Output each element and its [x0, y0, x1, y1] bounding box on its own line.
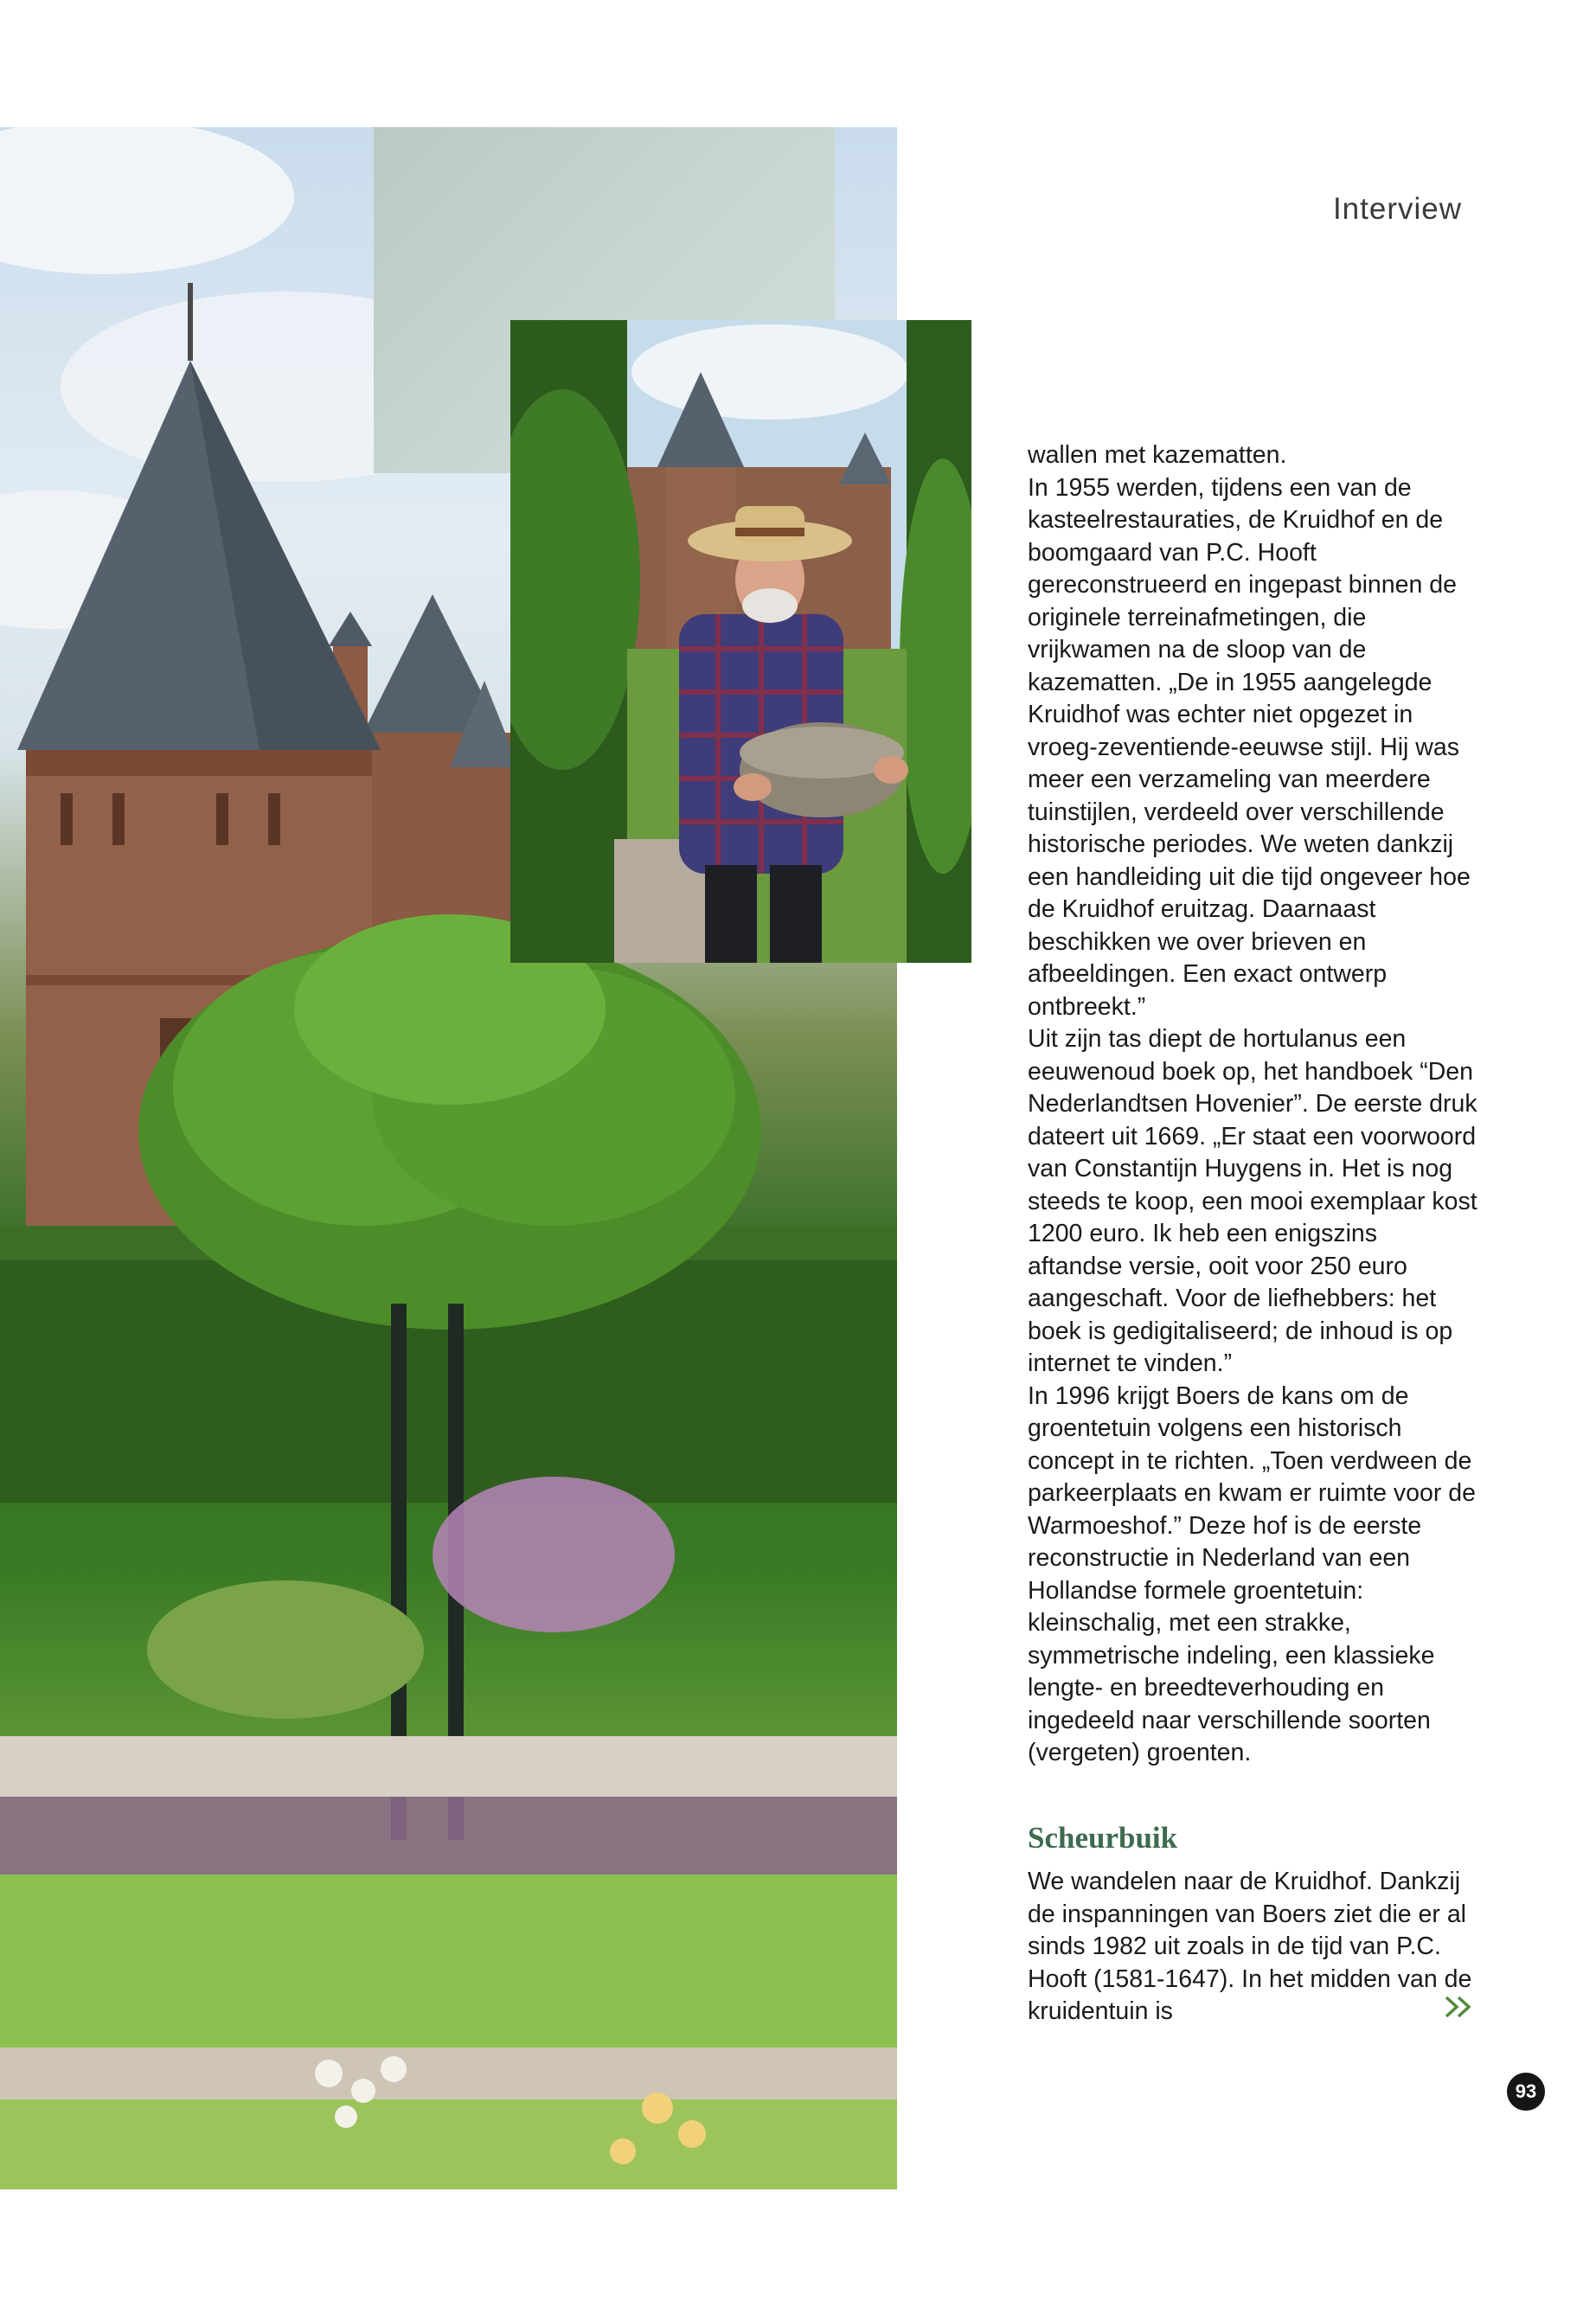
article-body-continued	[1028, 1866, 1477, 2029]
article-body	[1028, 439, 1477, 1770]
article-paragraph: In 1996 krijgt Boers de kans om de groentetuin volgens een historisch concept in te richten. „Toen verdween de parkeerplaats en kwam er ruimte voor de Warmoeshof.” Deze hof is de eerste reconstructie in Nederland van een Hollandse formele groentetuin: kleinschalig, met een strakke, symmetrische indeling, een klassieke lengte- en breedteverhouding en ingedeeld naar verschillende soorten (vergeten) groenten.	[1028, 1381, 1476, 1766]
double-chevron-right-icon	[1443, 1994, 1477, 2020]
gardener-portrait-illustration	[510, 320, 971, 963]
article-paragraph: We wandelen naar de Kruidhof. Dankzij de inspanningen van Boers ziet die er al sinds 1982 uit zoals in de tijd van P.C. Hooft (1581-1647). In het midden van de kruidentuin is	[1028, 1868, 1472, 2025]
article-paragraph: Uit zijn tas diept de hortulanus een eeuwenoud boek op, het handboek “Den Nederlandtsen Hovenier”. De eerste druk dateert uit 1669. „Er staat een voorwoord van Constantijn Huygens in. Het is nog steeds te koop, een mooi exemplaar kost 1200 euro. Ik heb een enigszins aftandse versie, ooit voor 250 euro aangeschaft. Voor de liefhebbers: het boek is gedigitaliseerd; de inhoud is op internet te vinden.”	[1028, 1025, 1477, 1377]
section-label: Interview	[1332, 192, 1462, 226]
section-subheading: Scheurbuik	[1028, 1821, 1178, 1855]
article-paragraph: wallen met kazematten. In 1955 werden, tijdens een van de kasteelrestauraties, de Kruidhof en de boomgaard van P.C. Hooft gereconstrueerd en ingepast binnen de originele terreinafmetingen, die vrijkwamen na de sloop van de kazematten. „De in 1955 aangelegde Kruidhof was echter niet opgezet in vroeg-zeventiende-eeuwse stijl. Hij was meer een verzameling van meerdere tuinstijlen, verdeeld over verschillende historische periodes. We weten dankzij een handleiding uit die tijd ongeveer hoe de Kruidhof eruitzag. Daarnaast beschikken we over brieven en afbeeldingen. Een exact ontwerp ontbreekt.”	[1028, 441, 1471, 1021]
page-number: 93	[1507, 2073, 1545, 2111]
gardener-portrait-photo	[510, 320, 971, 963]
